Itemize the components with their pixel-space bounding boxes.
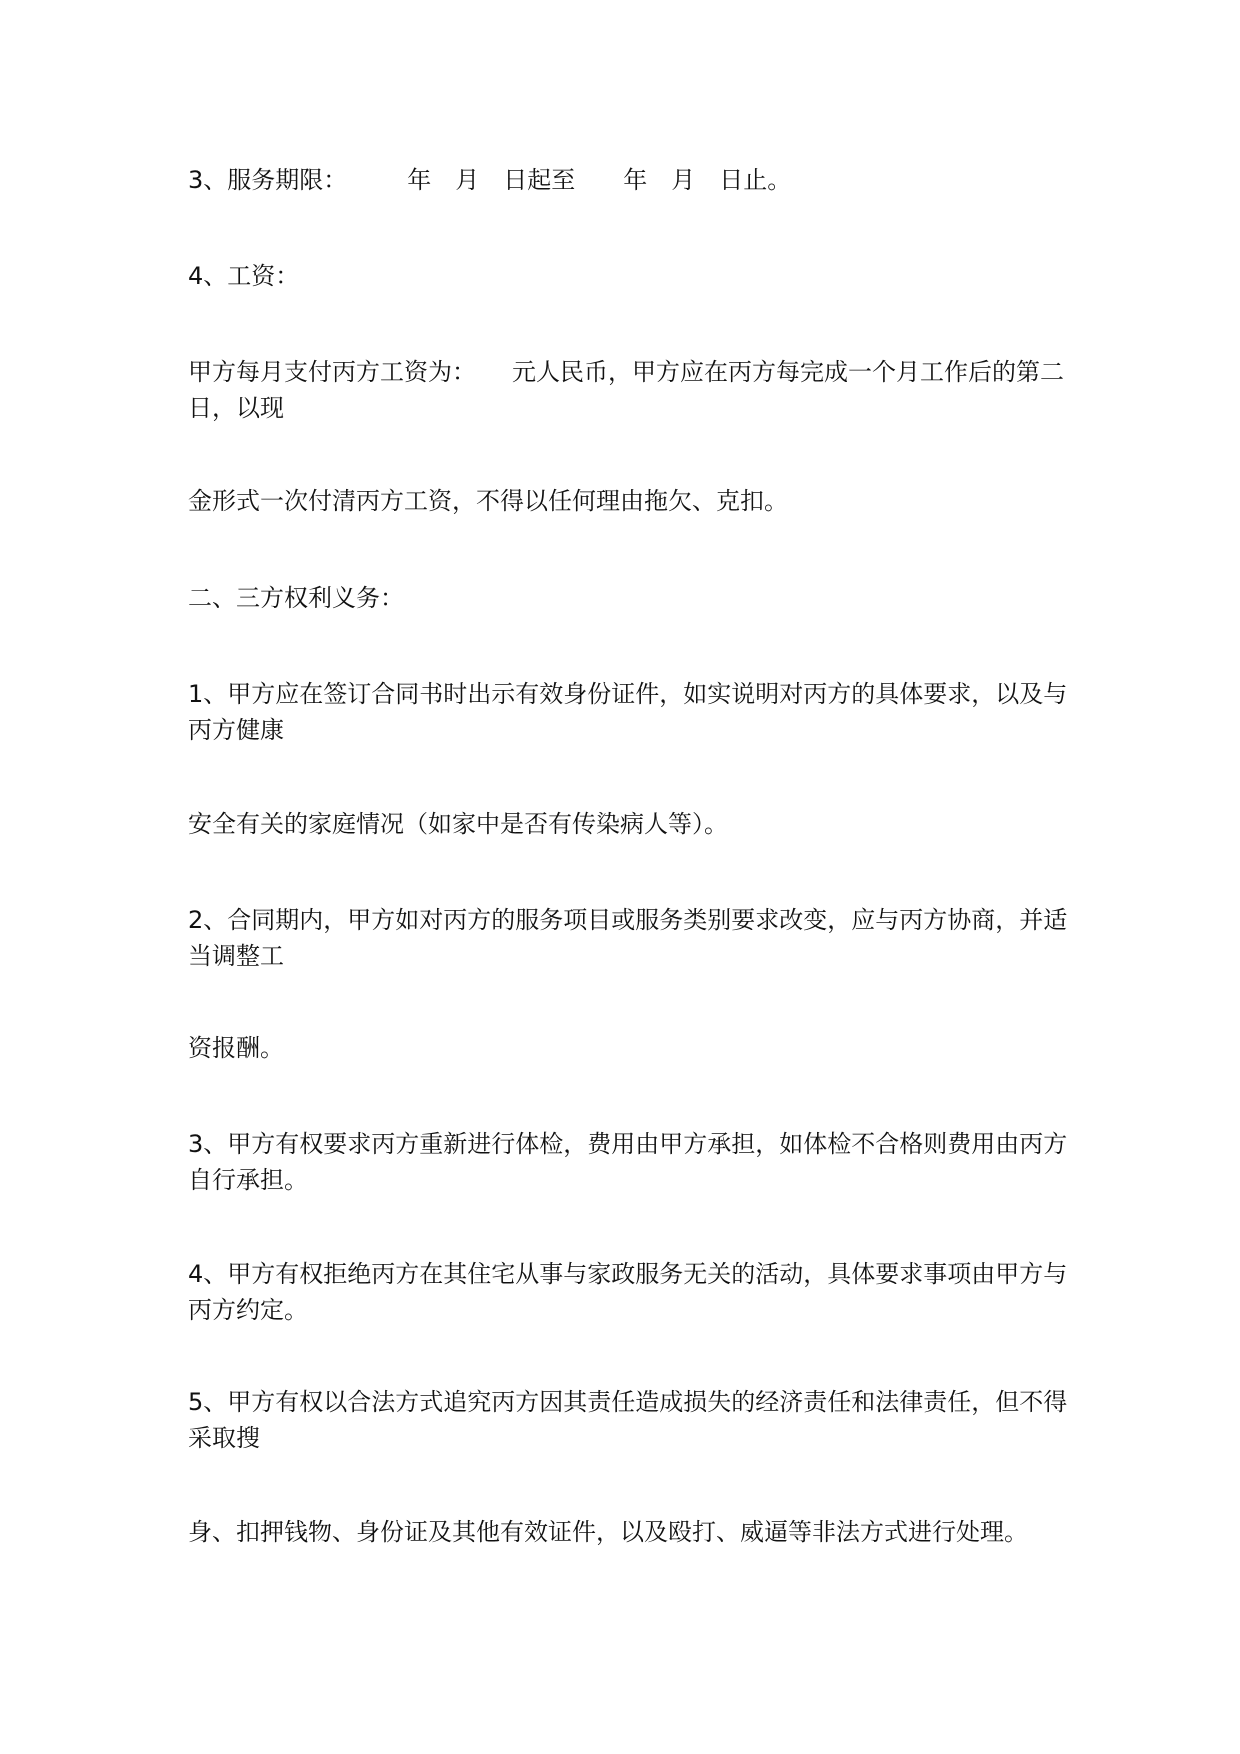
clause-wage-payment: 甲方每月支付丙方工资为： 元人民币，甲方应在丙方每完成一个月工作后的第二日，以现 (188, 358, 1064, 422)
section-rights-obligations-heading: 二、三方权利义务： (188, 584, 404, 612)
clause-rights-5-continued: 身、扣押钱物、身份证及其他有效证件，以及殴打、威逼等非法方式进行处理。 (188, 1518, 1028, 1546)
clause-rights-1-continued: 安全有关的家庭情况（如家中是否有传染病人等）。 (188, 810, 728, 838)
clause-service-period: 3、服务期限： 年 月 日起至 年 月 日止。 (188, 166, 792, 194)
clause-rights-5: 5、甲方有权以合法方式追究丙方因其责任造成损失的经济责任和法律责任，但不得采取搜 (188, 1388, 1068, 1452)
clause-rights-1: 1、甲方应在签订合同书时出示有效身份证件，如实说明对丙方的具体要求，以及与丙方健康 (188, 680, 1068, 744)
clause-rights-4: 4、甲方有权拒绝丙方在其住宅从事与家政服务无关的活动，具体要求事项由甲方与丙方约定。 (188, 1260, 1068, 1324)
clause-rights-3: 3、甲方有权要求丙方重新进行体检，费用由甲方承担，如体检不合格则费用由丙方自行承担。 (188, 1130, 1068, 1194)
clause-wage-payment-continued: 金形式一次付清丙方工资，不得以任何理由拖欠、克扣。 (188, 487, 788, 515)
clause-rights-2: 2、合同期内，甲方如对丙方的服务项目或服务类别要求改变，应与丙方协商，并适当调整工 (188, 906, 1068, 970)
clause-rights-2-continued: 资报酬。 (188, 1034, 284, 1062)
clause-wage-heading: 4、工资： (188, 262, 300, 290)
